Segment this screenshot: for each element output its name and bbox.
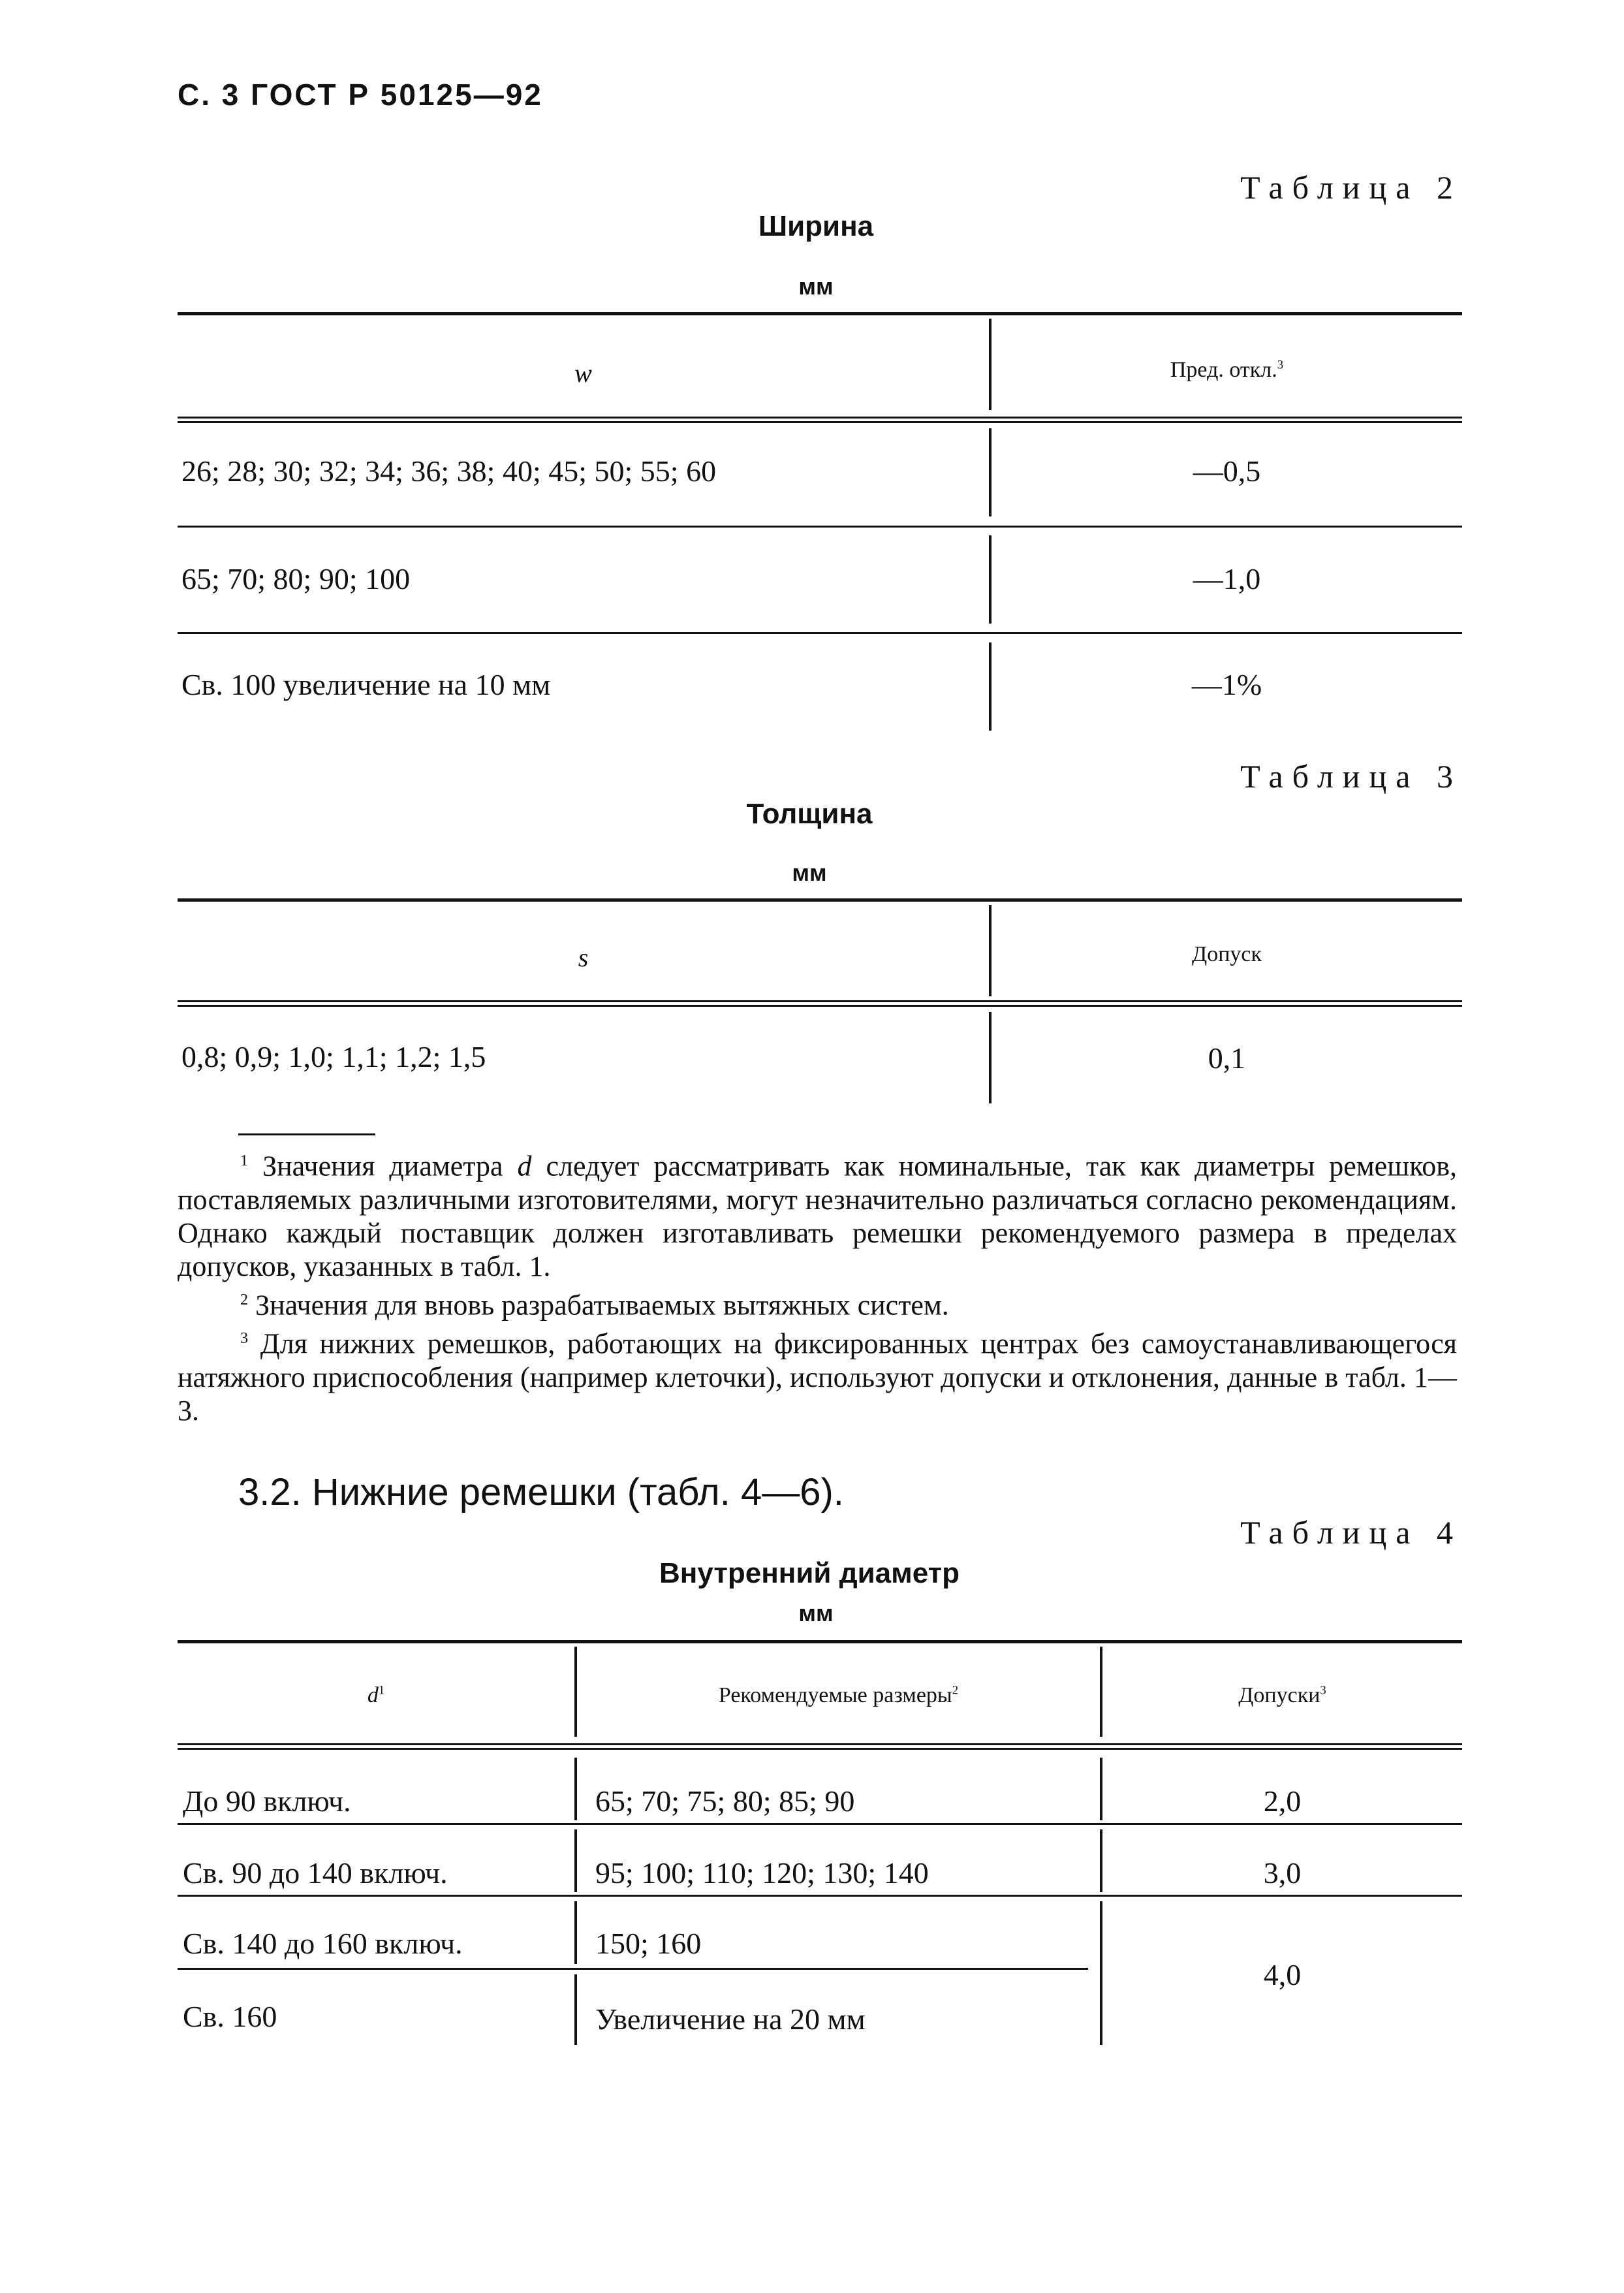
table2-label: Таблица 2 <box>1240 169 1462 206</box>
table3-header-rule <box>178 1000 1462 1007</box>
table2-row3-dev: —1% <box>1191 668 1262 701</box>
table2-row1-dev: —0,5 <box>1193 454 1261 488</box>
table4-row2-divider-1 <box>574 1829 577 1892</box>
table4-row1-sizes: 65; 70; 75; 80; 85; 90 <box>595 1784 855 1818</box>
table4-row4-d: Св. 160 <box>183 2000 277 2033</box>
table3-top-rule <box>178 898 1462 902</box>
table2-top-rule <box>178 312 1462 315</box>
table4-row2-rule <box>178 1895 1462 1897</box>
table4-row4-sizes: Увеличение на 20 мм <box>595 2002 866 2036</box>
footnote-3: $^3$ Для нижних ремешков, работающих на фиксированных центрах без самоустанавливающегося натяжного приспособления (например клеточки), используют допуски и отклонения, данные в табл. 1—3. <box>178 1327 1458 1427</box>
table2-col1-header: w <box>574 358 592 388</box>
table4-col2-header: Рекомендуемые размеры$^2$ <box>718 1683 959 1707</box>
table2-title: Ширина <box>758 210 874 242</box>
table2-row2-rule <box>178 632 1462 634</box>
table2-row1-w: 26; 28; 30; 32; 34; 36; 38; 40; 45; 50; 55; 60 <box>181 454 717 488</box>
table4-row3-rule <box>178 1968 1088 1970</box>
table3-row1-s: 0,8; 0,9; 1,0; 1,1; 1,2; 1,5 <box>181 1040 486 1073</box>
table4-row3-divider-1 <box>574 1901 577 1964</box>
table3-col2-header: Допуск <box>1192 942 1262 966</box>
page-header: С. 3 ГОСТ Р 50125—92 <box>178 78 543 112</box>
table4-label: Таблица 4 <box>1240 1514 1462 1551</box>
table2-row1-rule <box>178 526 1462 528</box>
table4-col1-header: $d^1$ <box>367 1683 385 1707</box>
footnote-2: $^2$ Значения для вновь разрабатываемых вытяжных систем. <box>240 1289 949 1321</box>
footnote-1: $^1$ Значения диаметра d следует рассматривать как номинальные, так как диаметры ремешков, поставляемых различными изготовителями, могут незначительно различаться согласно рекомендациям. Однако каждый поставщик должен изготавливать ремешки рекомендуемого размера в пределах допусков, указанных в табл. 1. <box>178 1150 1458 1282</box>
table3-title: Толщина <box>746 798 873 830</box>
table3-label: Таблица 3 <box>1240 758 1462 795</box>
table4-row2-tol: 3,0 <box>1263 1856 1302 1890</box>
table2-row2-dev: —1,0 <box>1193 562 1261 595</box>
footnote-separator <box>238 1133 375 1135</box>
table4-row3-sizes: 150; 160 <box>595 1927 702 1960</box>
table2-header-rule <box>178 417 1462 423</box>
table4-row1-rule <box>178 1823 1462 1825</box>
table4-row1-divider-1 <box>574 1758 577 1820</box>
table4-top-rule <box>178 1640 1462 1643</box>
table2-row2-w: 65; 70; 80; 90; 100 <box>181 562 411 595</box>
table3-col1-header: s <box>578 943 589 972</box>
table2-unit: мм <box>798 273 834 300</box>
table4-header-rule <box>178 1743 1462 1750</box>
table3-row1-tol: 0,1 <box>1208 1041 1246 1075</box>
table4-unit: мм <box>798 1600 834 1626</box>
table3-unit: мм <box>792 859 827 886</box>
table4-col3-header: Допуски$^3$ <box>1238 1683 1326 1707</box>
table4-row3-d: Св. 140 до 160 включ. <box>183 1927 463 1960</box>
table4-row3-tol: 4,0 <box>1263 1958 1302 1991</box>
table2-row3-w: Св. 100 увеличение на 10 мм <box>181 668 551 701</box>
table4-row1-tol: 2,0 <box>1263 1784 1302 1818</box>
footnotes <box>178 1144 1457 1427</box>
table4-row4-divider-1 <box>574 1974 577 2045</box>
table2-col2-header: Пред. откл.$^3$ <box>1170 358 1284 382</box>
table4-row2-sizes: 95; 100; 110; 120; 130; 140 <box>595 1856 929 1890</box>
section-heading: 3.2. Нижние ремешки (табл. 4—6). <box>238 1471 844 1513</box>
table4-row1-d: До 90 включ. <box>183 1784 351 1818</box>
table4-title: Внутренний диаметр <box>659 1557 960 1589</box>
table4-row2-d: Св. 90 до 140 включ. <box>183 1856 448 1890</box>
